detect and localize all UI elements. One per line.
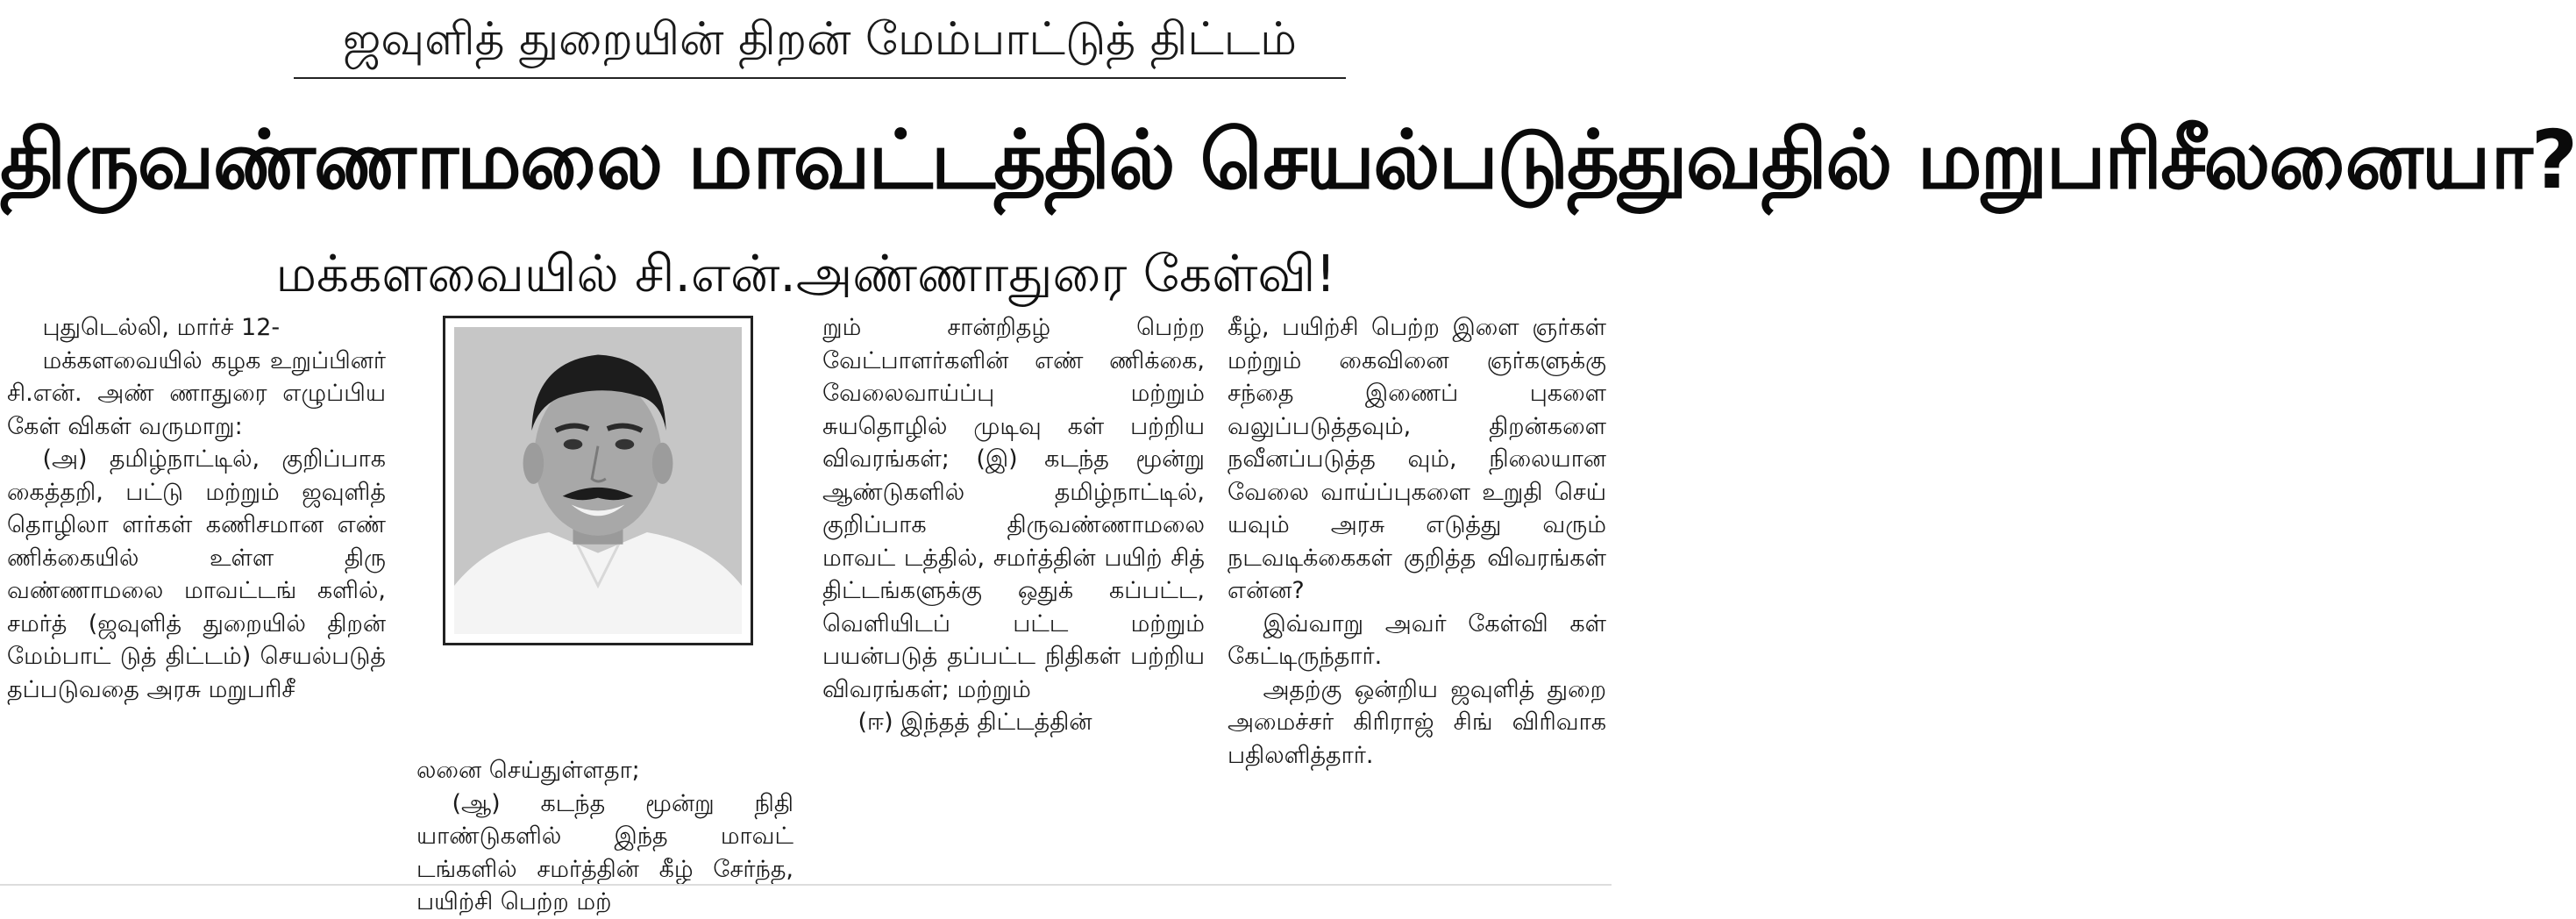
body-paragraph: (ஆ) கடந்த மூன்று நிதி யாண்டுகளில் இந்த மாவட் டங்களில் சமர்த்தின் கீழ் சேர்ந்த, பயிற்சி பெற்ற மற் bbox=[416, 789, 793, 915]
body-paragraph: றும் சான்றிதழ் பெற்ற வேட்பாளர்களின் எண் ணிக்கை, வேலைவாய்ப்பு மற்றும் சுயதொழில் முடிவு கள் பற்றிய விவரங்கள்; (இ) கடந்த மூன்று ஆண்டுகளில் தமிழ்நாட்டில், குறிப்பாக திருவண்ணாமலை மாவட் டத்தில், சமர்த்தின் பயிற் சித் திட்டங்களுக்கு ஒதுக் கப்பட்ட, வெளியிடப் பட்ட மற்றும் பயன்படுத் தப்பட்ட நிதிகள் பற்றிய விவரங்கள்; மற்றும் bbox=[822, 314, 1205, 703]
portrait-photo-frame bbox=[443, 316, 753, 645]
main-headline: திருவண்ணாமலை மாவட்டத்தில் செயல்படுத்துவதில் மறுபரிசீலனையா? bbox=[0, 113, 2576, 207]
body-paragraph: மக்களவையில் கழக உறுப்பினர் சி.என். அண் ணாதுரை எழுப்பிய கேள் விகள் வருமாறு: bbox=[7, 346, 386, 440]
article-column-3 bbox=[822, 311, 1205, 739]
article-column-1 bbox=[7, 311, 386, 706]
body-paragraph: இவ்வாறு அவர் கேள்வி கள் கேட்டிருந்தார். bbox=[1228, 609, 1606, 670]
page-bottom-edge bbox=[0, 884, 1612, 886]
body-paragraph: (அ) தமிழ்நாட்டில், குறிப்பாக கைத்தறி, பட்டு மற்றும் ஜவுளித் தொழிலா ளர்கள் கணிசமான எண் ணிக்கையில் உள்ள திரு வண்ணாமலை மாவட்டங் களில், சமர்த் (ஜவுளித் துறையில் திறன் மேம்பாட் டுத் திட்டம்) செயல்படுத் தப்படுவதை அரசு மறுபரிசீ bbox=[7, 445, 386, 703]
sub-headline: மக்களவையில் சி.என்.அண்ணாதுரை கேள்வி! bbox=[275, 244, 1336, 303]
portrait-photo bbox=[454, 327, 742, 634]
kicker-headline: ஜவுளித் துறையின் திறன் மேம்பாட்டுத் திட்டம் bbox=[343, 13, 1297, 66]
portrait-illustration bbox=[454, 327, 742, 634]
dateline: புதுடெல்லி, மார்ச் 12- bbox=[42, 314, 281, 341]
body-paragraph: கீழ், பயிற்சி பெற்ற இளை ஞர்கள் மற்றும் கைவினை ஞர்களுக்கு சந்தை இணைப் புகளை வலுப்படுத்தவும், திறன்களை நவீனப்படுத்த வும், நிலையான வேலை வாய்ப்புகளை உறுதி செய் யவும் அரசு எடுத்து வரும் நடவடிக்கைகள் குறித்த விவரங்கள் என்ன? bbox=[1228, 314, 1606, 604]
article-column-4 bbox=[1228, 311, 1606, 772]
body-paragraph: (ஈ) இந்தத் திட்டத்தின் bbox=[857, 709, 1092, 736]
article-column-2 bbox=[416, 754, 793, 919]
body-paragraph: அதற்கு ஒன்றிய ஜவுளித் துறை அமைச்சர் கிரிராஜ் சிங் விரிவாக பதிலளித்தார். bbox=[1228, 675, 1606, 769]
body-paragraph: லனை செய்துள்ளதா; bbox=[416, 757, 640, 784]
kicker-underline bbox=[294, 77, 1346, 79]
